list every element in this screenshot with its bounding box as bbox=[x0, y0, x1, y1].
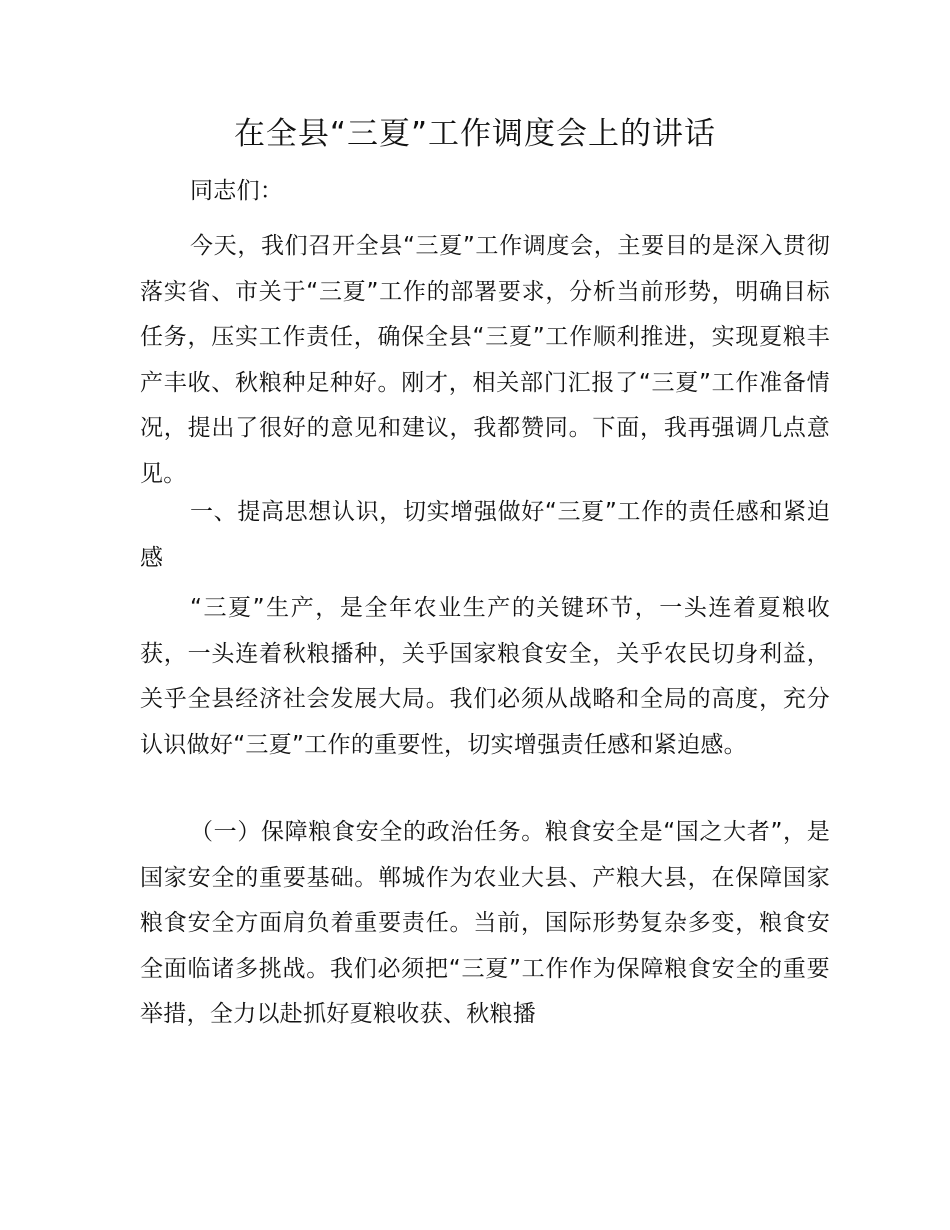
greeting: 同志们： bbox=[190, 178, 284, 204]
paragraph-subsection-1: （一）保障粮食安全的政治任务。粮食安全是“国之大者”，是国家安全的重要基础。郸城作为农业大县、产粮大县，在保障国家粮食安全方面肩负着重要责任。当前，国际形势复杂多变，粮食安全面临诸多挑战。我们必须把“三夏”工作作为保障粮食安全的重要举措，全力以赴抓好夏粮收获、秋粮播 bbox=[140, 819, 830, 1027]
section-heading-1: 一、提高思想认识，切实增强做好“三夏”工作的责任感和紧迫感 bbox=[140, 499, 830, 571]
paragraph-opening: 今天，我们召开全县“三夏”工作调度会，主要目的是深入贯彻落实省、市关于“三夏”工作的部署要求，分析当前形势，明确目标任务，压实工作责任，确保全县“三夏”工作顺利推进，实现夏粮丰产丰收、秋粮种足种好。刚才，相关部门汇报了“三夏”工作准备情况，提出了很好的意见和建议，我都赞同。下面，我再强调几点意见。 bbox=[140, 233, 830, 487]
document-title: 在全县“三夏”工作调度会上的讲话 bbox=[233, 116, 717, 152]
paragraph-section-1: “三夏”生产，是全年农业生产的关键环节，一头连着夏粮收获，一头连着秋粮播种，关乎国家粮食安全，关乎农民切身利益，关乎全县经济社会发展大局。我们必须从战略和全局的高度，充分认识做好“三夏”工作的重要性，切实增强责任感和紧迫感。 bbox=[140, 595, 830, 758]
